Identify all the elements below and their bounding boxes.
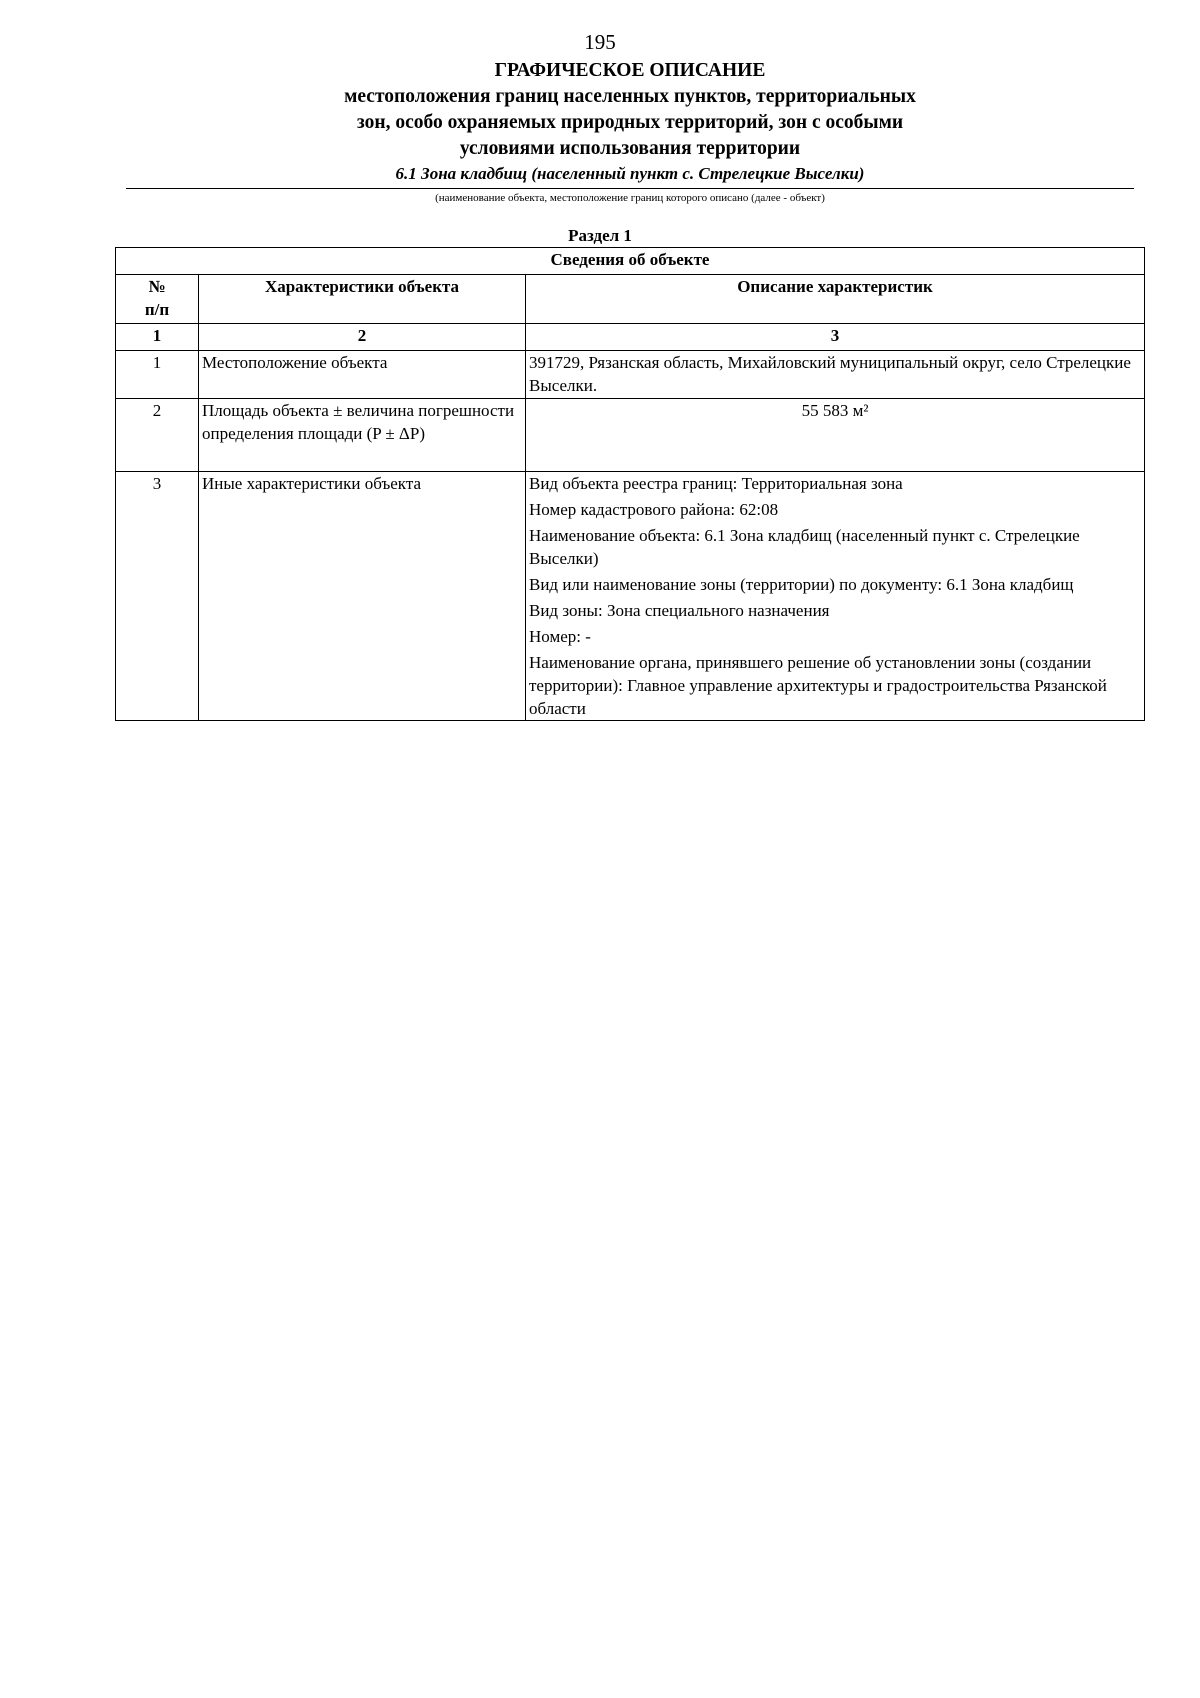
row-characteristic: Площадь объекта ± величина погрешности определения площади (P ± ΔP) [199, 399, 526, 472]
description-line: Вид зоны: Зона специального назначения [529, 601, 830, 620]
document-title [130, 58, 1130, 162]
row-number: 1 [116, 351, 199, 399]
row-description-list [526, 472, 1145, 721]
object-info-table [115, 247, 1145, 721]
table-caption-row [116, 248, 1145, 275]
column-number-2: 2 [199, 324, 526, 351]
table-header-row [116, 275, 1145, 324]
description-line: Вид объекта реестра границ: Территориальная зона [529, 474, 903, 493]
description-line: Наименование органа, принявшего решение об установлении зоны (создании территории): Главное управление архитектуры и градостроительства Рязанской области [529, 653, 1107, 718]
row-description: 391729, Рязанская область, Михайловский муниципальный округ, село Стрелецкие Выселки. [526, 351, 1145, 399]
title-line-2: местоположения границ населенных пунктов, территориальных [344, 86, 916, 107]
header-number: № п/п [116, 275, 199, 324]
header-characteristic: Характеристики объекта [199, 275, 526, 324]
row-number: 3 [116, 472, 199, 721]
object-name-underline [126, 188, 1134, 189]
description-line: Номер: - [529, 627, 591, 646]
description-line: Номер кадастрового района: 62:08 [529, 500, 779, 519]
title-line-4: условиями использования территории [459, 138, 801, 159]
table-row [116, 399, 1145, 472]
title-line-1: ГРАФИЧЕСКОЕ ОПИСАНИЕ [494, 60, 766, 81]
page-number: 195 [584, 30, 616, 54]
row-characteristic: Иные характеристики объекта [199, 472, 526, 721]
object-name: 6.1 Зона кладбищ (населенный пункт с. Стрелецкие Выселки) [395, 164, 865, 183]
table-row [116, 472, 1145, 721]
column-number-row [116, 324, 1145, 351]
object-caption: (наименование объекта, местоположение границ которого описано (далее - объект) [435, 192, 825, 204]
header-description: Описание характеристик [526, 275, 1145, 324]
table-caption: Сведения об объекте [116, 248, 1145, 275]
row-number: 2 [116, 399, 199, 472]
row-description: 55 583 м² [526, 399, 1145, 472]
section-title: Раздел 1 [568, 226, 632, 245]
title-line-3: зон, особо охраняемых природных территорий, зон с особыми [356, 112, 904, 133]
table-row [116, 351, 1145, 399]
column-number-3: 3 [526, 324, 1145, 351]
column-number-1: 1 [116, 324, 199, 351]
description-line: Вид или наименование зоны (территории) по документу: 6.1 Зона кладбищ [529, 575, 1074, 594]
description-line: Наименование объекта: 6.1 Зона кладбищ (населенный пункт с. Стрелецкие Выселки) [529, 526, 1080, 568]
row-characteristic: Местоположение объекта [199, 351, 526, 399]
